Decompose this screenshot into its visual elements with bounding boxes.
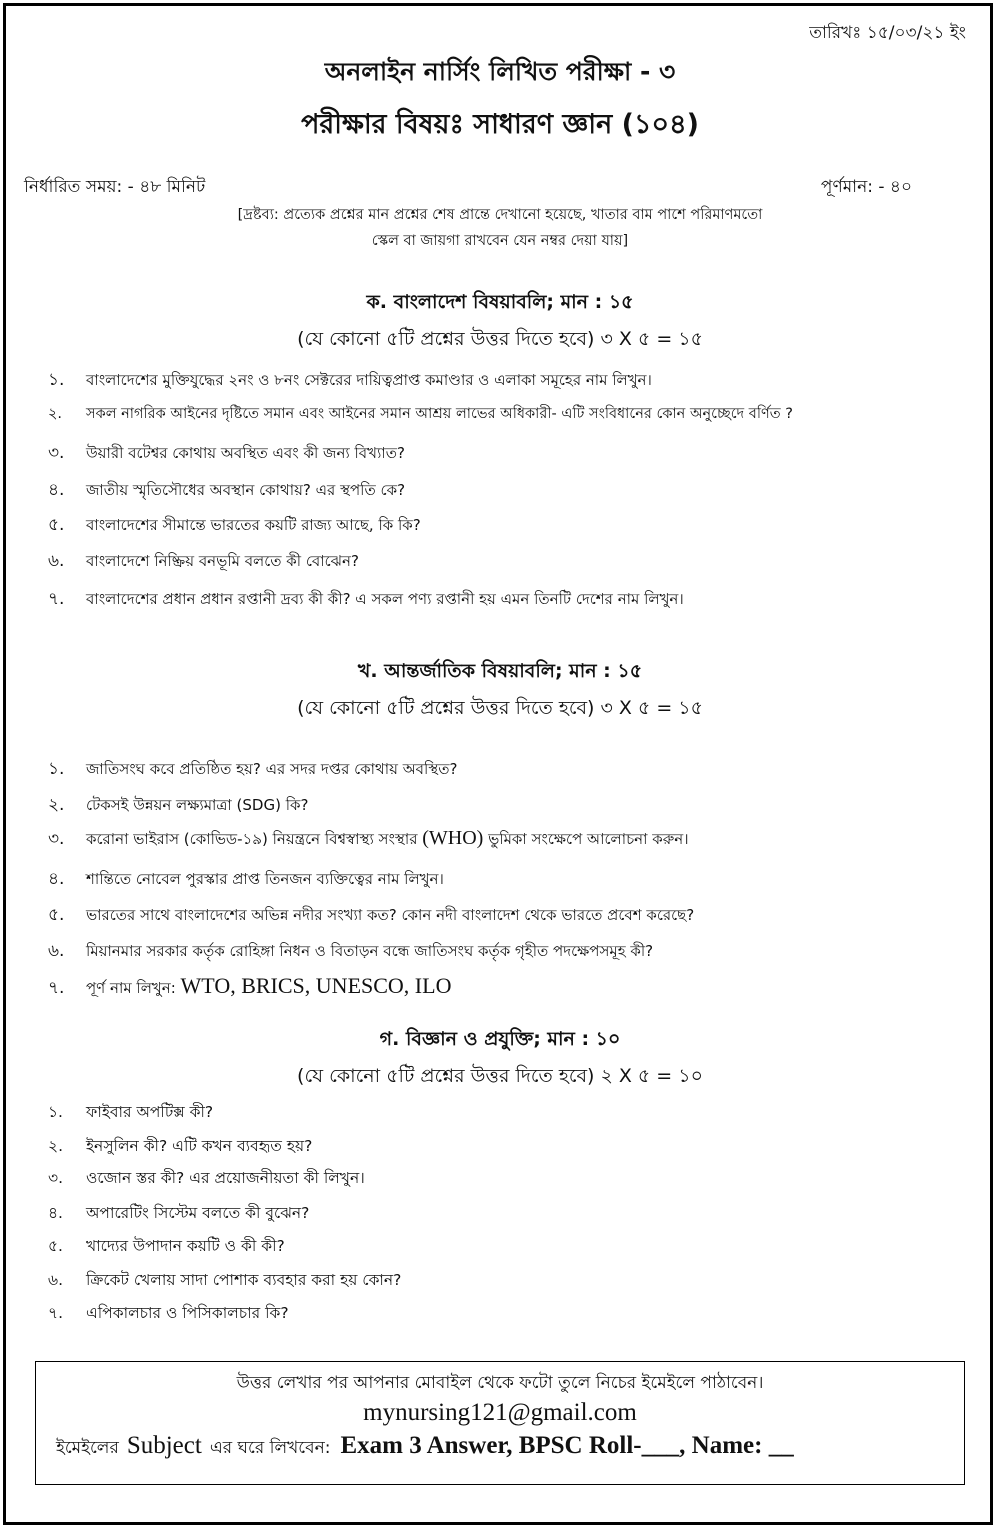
question-number: ৫. — [48, 515, 65, 535]
section-c-question — [48, 1100, 213, 1126]
question-number: ৪. — [48, 480, 65, 500]
who-abbreviation: (WHO) — [422, 827, 484, 849]
question-number: ৪. — [48, 1204, 63, 1222]
question-number: ৩. — [48, 443, 65, 463]
question-number: ৫. — [48, 905, 65, 925]
section-a-instruction: (যে কোনো ৫টি প্রশ্নের উত্তর দিতে হবে) ৩ X ৫ = ১৫ — [297, 328, 703, 350]
question-number: ৩. — [48, 1169, 64, 1187]
question-text: জাতিসংঘ কবে প্রতিষ্ঠিত হয়? এর সদর দপ্তর কোথায় অবস্থিত? — [86, 760, 458, 778]
section-a-question — [48, 548, 359, 576]
question-text: খাদ্যের উপাদান কয়টি ও কী কী? — [86, 1237, 285, 1255]
question-text: বাংলাদেশের প্রধান প্রধান রপ্তানী দ্রব্য কী কী? এ সকল পণ্য রপ্তানী হয় এমন তিনটি দেশের নাম লিখুন। — [86, 590, 684, 608]
section-c-question — [48, 1234, 285, 1260]
question-number: ৭. — [48, 978, 65, 998]
question-text: ওজোন স্তর কী? এর প্রয়োজনীয়তা কী লিখুন। — [86, 1169, 365, 1187]
section-b-question — [48, 866, 444, 894]
section-c-question — [48, 1268, 401, 1294]
question-text: এপিকালচার ও পিসিকালচার কি? — [86, 1304, 289, 1322]
subject-word: Subject — [126, 1432, 202, 1459]
section-b-question — [48, 792, 308, 820]
full-marks: পূর্ণমান: - ৪০ — [820, 177, 912, 197]
question-number: ১. — [48, 1103, 63, 1121]
note-line-2: স্কেল বা জায়গা রাখবেন যেন নম্বর দেয়া যায়] — [371, 233, 629, 249]
question-text: শান্তিতে নোবেল পুরস্কার প্রাপ্ত তিনজন ব্যক্তিত্বের নাম লিখুন। — [86, 870, 444, 888]
section-c-question — [48, 1134, 312, 1160]
section-b-question — [48, 902, 694, 930]
subject-line-instruction — [56, 1432, 794, 1463]
question-text: বাংলাদেশের মুক্তিযুদ্ধের ২নং ও ৮নং সেক্টরের দায়িত্বপ্রাপ্ত কমাণ্ডার ও এলাকা সমূহের নাম লিখুন। — [86, 371, 652, 389]
question-text: বাংলাদেশের সীমান্তে ভারতের কয়টি রাজ্য আছে, কি কি? — [86, 516, 421, 534]
question-number: ১. — [48, 759, 65, 779]
question-number: ৩. — [48, 829, 65, 849]
question-text: ভুমিকা সংক্ষেপে আলোচনা করুন। — [483, 830, 689, 848]
exam-subject: পরীক্ষার বিষয়ঃ সাধারণ জ্ঞান (১০৪) — [301, 109, 699, 140]
section-a-question — [48, 367, 652, 395]
exam-date: তারিখঃ ১৫/০৩/২১ ইং — [809, 23, 966, 43]
question-number: ৪. — [48, 869, 65, 889]
section-c-instruction: (যে কোনো ৫টি প্রশ্নের উত্তর দিতে হবে) ২ X ৫ = ১০ — [297, 1065, 703, 1087]
note-line-1: [দ্রষ্টব্য: প্রত্যেক প্রশ্নের মান প্রশ্নের শেষ প্রান্তে দেখানো হয়েছে, খাতার বাম পাশে পরিমাণমতো — [237, 207, 763, 223]
section-c-question — [48, 1166, 365, 1192]
section-b-question — [48, 938, 653, 966]
question-number: ৬. — [48, 1271, 64, 1289]
question-text: অপারেটিং সিস্টেম বলতে কী বুঝেন? — [86, 1204, 310, 1222]
question-text: পূর্ণ নাম লিখুন: — [86, 979, 181, 997]
question-text: ফাইবার অপটিক্স কী? — [86, 1103, 214, 1121]
section-b-question — [48, 973, 451, 1003]
question-number: ২. — [48, 1137, 64, 1155]
question-text: ভারতের সাথে বাংলাদেশের অভিন্ন নদীর সংখ্যা কত? কোন নদী বাংলাদেশ থেকে ভারতে প্রবেশ করেছে? — [86, 906, 695, 924]
question-number: ৭. — [48, 589, 65, 609]
section-c-title: গ. বিজ্ঞান ও প্রযুক্তি; মান : ১০ — [379, 1028, 621, 1050]
question-text: সকল নাগরিক আইনের দৃষ্টিতে সমান এবং আইনের সমান আশ্রয় লাভের অধিকারী- এটি সংবিধানের কোন অনুচ্ছেদে বর্ণিত ? — [86, 406, 793, 422]
section-b-question — [48, 826, 689, 854]
section-a-title: ক. বাংলাদেশ বিষয়াবলি; মান : ১৫ — [366, 291, 634, 313]
question-number: ৬. — [48, 551, 65, 571]
question-number: ২. — [48, 795, 65, 815]
section-a-question — [48, 403, 793, 427]
section-b-instruction: (যে কোনো ৫টি প্রশ্নের উত্তর দিতে হবে) ৩ X ৫ = ১৫ — [297, 697, 703, 719]
question-text: বাংলাদেশে নিষ্ক্রিয় বনভূমি বলতে কী বোঝেন? — [86, 552, 359, 570]
section-a-question — [48, 477, 405, 505]
submission-email[interactable]: mynursing121@gmail.com — [363, 1399, 637, 1426]
question-text: টেকসই উন্নয়ন লক্ষ্যমাত্রা (SDG) কি? — [86, 796, 309, 814]
exam-time: নির্ধারিত সময়: - ৪৮ মিনিট — [24, 177, 206, 197]
question-text: জাতীয় স্মৃতিসৌধের অবস্থান কোথায়? এর স্থপতি কে? — [86, 481, 406, 499]
section-b-title: খ. আন্তর্জাতিক বিষয়াবলি; মান : ১৫ — [357, 660, 643, 682]
section-c-question — [48, 1201, 309, 1227]
section-a-question — [48, 440, 405, 468]
footer-instruction: উত্তর লেখার পর আপনার মোবাইল থেকে ফটো তুলে নিচের ইমেইলে পাঠাবেন। — [236, 1373, 764, 1393]
question-text: ক্রিকেট খেলায় সাদা পোশাক ব্যবহার করা হয় কোন? — [86, 1271, 402, 1289]
question-text: করোনা ভাইরাস (কোভিড-১৯) নিয়ন্ত্রনে বিশ্বস্বাস্থ্য সংস্থার — [86, 830, 423, 848]
section-c-question — [48, 1301, 289, 1327]
question-number: ৫. — [48, 1237, 63, 1255]
section-a-question — [48, 586, 684, 614]
abbreviation-list: WTO, BRICS, UNESCO, ILO — [180, 973, 452, 998]
footer-label: এর ঘরে লিখবেন: — [209, 1438, 331, 1458]
footer-label: ইমেইলের — [56, 1438, 119, 1458]
question-number: ১. — [48, 370, 65, 390]
question-number: ২. — [48, 406, 63, 422]
section-a-question — [48, 512, 421, 540]
subject-format: Exam 3 Answer, BPSC Roll-___, Name: __ — [340, 1432, 794, 1459]
section-b-question — [48, 756, 457, 784]
question-text: মিয়ানমার সরকার কর্তৃক রোহিঙ্গা নিধন ও বিতাড়ন বন্ধে জাতিসংঘ কর্তৃক গৃহীত পদক্ষেপসমূহ কী? — [86, 942, 654, 960]
question-number: ৭. — [48, 1304, 64, 1322]
question-number: ৬. — [48, 941, 65, 961]
exam-title: অনলাইন নার্সিং লিখিত পরীক্ষা - ৩ — [324, 57, 676, 86]
question-text: উয়ারী বটেশ্বর কোথায় অবস্থিত এবং কী জন্য বিখ্যাত? — [86, 444, 405, 462]
question-text: ইনসুলিন কী? এটি কখন ব্যবহৃত হয়? — [86, 1137, 313, 1155]
